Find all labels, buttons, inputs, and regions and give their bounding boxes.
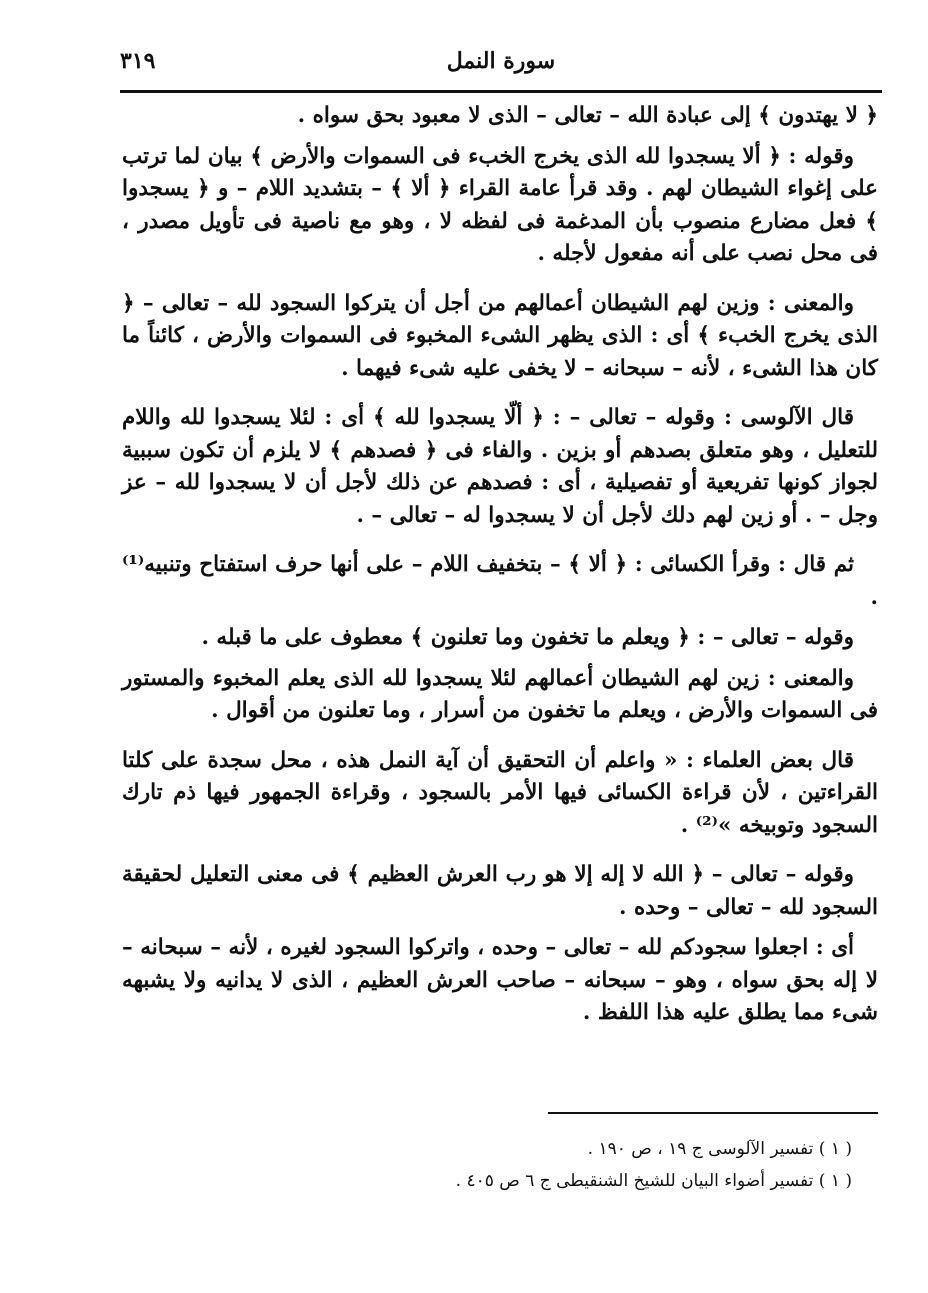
footnotes bbox=[420, 1133, 852, 1197]
paragraph: ثم قال : وقرأ الكسائى : ﴿ ألا ﴾ – بتخفيف اللام – على أنها حرف استفتاح وتنبيه⁽¹⁾ . bbox=[122, 552, 878, 610]
footnote-divider bbox=[548, 1112, 878, 1114]
paragraph: قال الآلوسى : وقوله – تعالى – : ﴿ ألّا يسجدوا لله ﴾ أى : لئلا يسجدوا لله واللام للتعليل ، وهو متعلق بصدهم أو بزين . والفاء فى ﴿ فصدهم ﴾ لا يلزم أن تكون سببية لجواز كونها تفريعية أو تفصيلية ، أى : فصدهم عن ذلك لأجل أن لا يسجدوا لله – عز وجل – . أو زين لهم دلك لأجل أن لا يسجدوا له – تعالى – . bbox=[122, 405, 878, 528]
footnote: ( ١ ) تفسير أضواء البيان للشيخ الشنقيطى ج ٦ ص ٤٠٥ . bbox=[455, 1171, 852, 1191]
page-number: ٣١٩ bbox=[120, 48, 156, 74]
footnote: ( ١ ) تفسير الآلوسى ج ١٩ ، ص ١٩٠ . bbox=[587, 1139, 852, 1159]
page-header bbox=[120, 44, 882, 84]
paragraph: وقوله : ﴿ ألا يسجدوا لله الذى يخرج الخبء فى السموات والأرض ﴾ بيان لما ترتب على إغواء الشيطان لهم . وقد قرأ عامة القراء ﴿ ألا ﴾ – بتشديد اللام – و ﴿ يسجدوا ﴾ فعل مضارع منصوب بأن المدغمة فى لفظه لا ، وهو مع ناصية فى تأويل مصدر ، فى محل نصب على أنه مفعول لأجله . bbox=[122, 143, 878, 266]
paragraph: أى : اجعلوا سجودكم لله – تعالى – وحده ، واتركوا السجود لغيره ، لأنه – سبحانه – لا إله بحق سواه ، وهو – سبحانه – صاحب العرش العظيم ، الذى لا يدانيه ولا يشبهه شىء مما يطلق عليه هذا اللفظ . bbox=[122, 935, 878, 1025]
main-text bbox=[122, 100, 878, 1047]
paragraph: والمعنى : وزين لهم الشيطان أعمالهم من أجل أن يتركوا السجود لله – تعالى – ﴿ الذى يخرج الخبء ﴾ أى : الذى يظهر الشىء المخبوء فى السموات والأرض ، كائناً ما كان هذا الشىء ، لأنه – سبحانه – لا يخفى عليه شىء فيهما . bbox=[122, 290, 878, 381]
header-divider bbox=[120, 90, 882, 93]
running-title: سورة النمل bbox=[446, 48, 556, 74]
paragraph: وقوله – تعالى – ﴿ الله لا إله إلا هو رب العرش العظيم ﴾ فى معنى التعليل لحقيقة السجود لله – تعالى – وحده . bbox=[122, 862, 878, 920]
paragraph: قال بعض العلماء : « واعلم أن التحقيق أن آية النمل هذه ، محل سجدة على كلتا القراءتين ، لأن قراءة الكسائى فيها الأمر بالسجود ، وقراءة الجمهور فيها ذم تارك السجود وتوبيخه »⁽²⁾ . bbox=[122, 747, 878, 838]
paragraph: ﴿ لا يهتدون ﴾ إلى عبادة الله – تعالى – الذى لا معبود بحق سواه . bbox=[297, 103, 878, 128]
paragraph: وقوله – تعالى – : ﴿ ويعلم ما تخفون وما تعلنون ﴾ معطوف على ما قبله . bbox=[201, 625, 854, 650]
paragraph: والمعنى : زين لهم الشيطان أعمالهم لئلا يسجدوا لله الذى يعلم المخبوء والمستور فى السموات والأرض ، ويعلم ما تخفون من أسرار ، وما تعلنون من أقوال . bbox=[122, 665, 878, 723]
